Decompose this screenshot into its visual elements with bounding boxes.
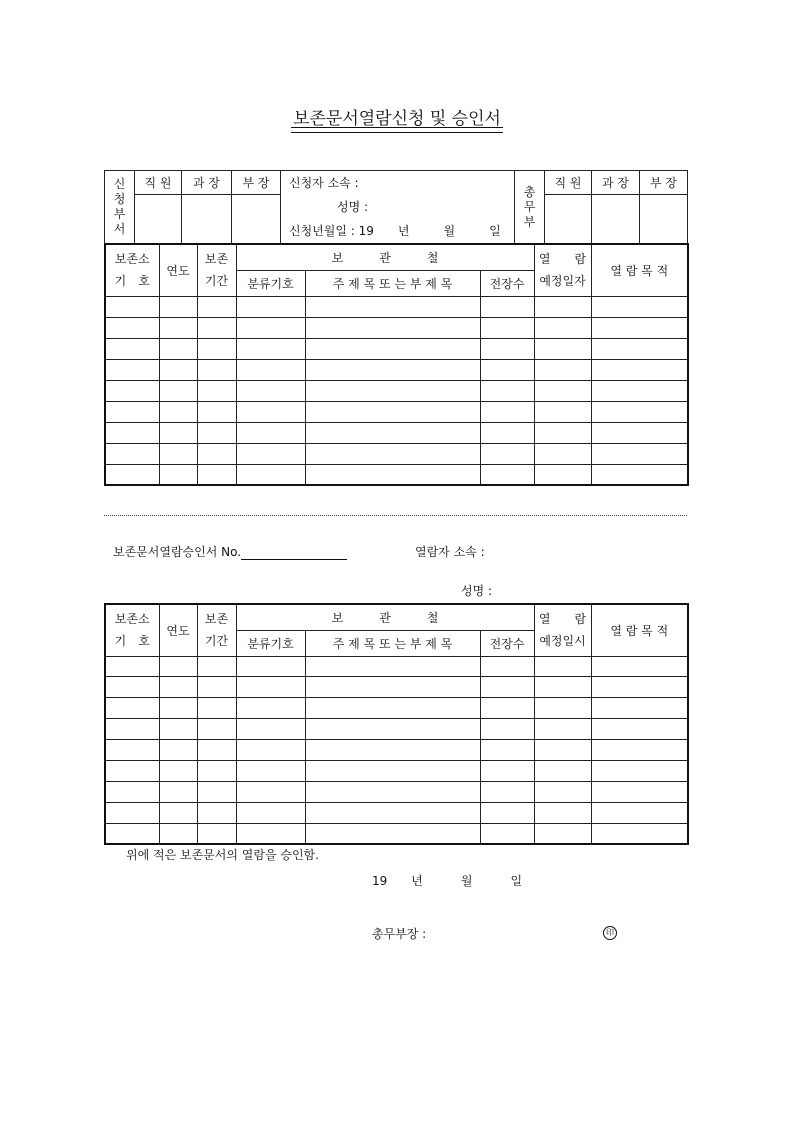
class-cell[interactable] bbox=[236, 317, 305, 338]
applicant-info bbox=[281, 171, 515, 244]
table-row bbox=[105, 380, 688, 401]
class-cell[interactable] bbox=[236, 719, 305, 740]
schedule-cell[interactable] bbox=[534, 401, 591, 422]
file-group-header: 보 관 철 bbox=[236, 244, 534, 270]
year-cell[interactable] bbox=[159, 781, 197, 802]
subject-cell[interactable] bbox=[305, 781, 480, 802]
year-header: 연도 bbox=[159, 244, 197, 296]
approval-date-year: 19 bbox=[372, 874, 388, 888]
class-header: 분류기호 bbox=[236, 270, 305, 296]
class-cell[interactable] bbox=[236, 698, 305, 719]
period-cell[interactable] bbox=[197, 760, 236, 781]
schedule-cell[interactable] bbox=[534, 760, 591, 781]
subject-cell[interactable] bbox=[305, 422, 480, 443]
purpose-cell[interactable] bbox=[591, 760, 688, 781]
class-header: 분류기호 bbox=[236, 630, 305, 656]
code-cell[interactable] bbox=[105, 359, 159, 380]
applicant-date-day: 일 bbox=[489, 224, 501, 238]
purpose-cell[interactable] bbox=[591, 401, 688, 422]
reader-affiliation-label: 열람자 소속 : bbox=[415, 545, 485, 559]
pages-cell[interactable] bbox=[480, 443, 534, 464]
subject-cell[interactable] bbox=[305, 802, 480, 823]
class-cell[interactable] bbox=[236, 296, 305, 317]
year-cell[interactable] bbox=[159, 422, 197, 443]
pages-header: 전장수 bbox=[480, 630, 534, 656]
purpose-cell[interactable] bbox=[591, 422, 688, 443]
approval-statement: 위에 적은 보존문서의 열람을 승인함. bbox=[126, 848, 319, 862]
period-cell[interactable] bbox=[197, 781, 236, 802]
year-cell[interactable] bbox=[159, 443, 197, 464]
schedule-cell[interactable] bbox=[534, 443, 591, 464]
ga-manager-sign[interactable] bbox=[592, 195, 640, 244]
signer-label: 총무부장 : bbox=[372, 927, 427, 941]
schedule-cell[interactable] bbox=[534, 719, 591, 740]
subject-cell[interactable] bbox=[305, 823, 480, 844]
purpose-cell[interactable] bbox=[591, 823, 688, 844]
applicant-manager-sign[interactable] bbox=[182, 195, 232, 244]
applicant-name-label: 성명 : bbox=[337, 200, 369, 214]
purpose-cell[interactable] bbox=[591, 698, 688, 719]
year-cell[interactable] bbox=[159, 740, 197, 761]
table-row bbox=[105, 317, 688, 338]
schedule-cell[interactable] bbox=[534, 677, 591, 698]
code-cell[interactable] bbox=[105, 823, 159, 844]
subject-header: 주 제 목 또 는 부 제 목 bbox=[305, 270, 480, 296]
subject-cell[interactable] bbox=[305, 338, 480, 359]
schedule-cell[interactable] bbox=[534, 802, 591, 823]
schedule-cell[interactable] bbox=[534, 781, 591, 802]
period-cell[interactable] bbox=[197, 422, 236, 443]
table-row bbox=[105, 296, 688, 317]
pages-cell[interactable] bbox=[480, 317, 534, 338]
subject-cell[interactable] bbox=[305, 740, 480, 761]
subject-cell[interactable] bbox=[305, 359, 480, 380]
applicant-date-month: 월 bbox=[443, 224, 456, 238]
period-cell[interactable] bbox=[197, 380, 236, 401]
subject-cell[interactable] bbox=[305, 719, 480, 740]
purpose-header: 열 람 목 적 bbox=[591, 244, 688, 296]
code-header: 보존소 기 호 bbox=[105, 244, 159, 296]
code-cell[interactable] bbox=[105, 656, 159, 677]
code-cell[interactable] bbox=[105, 338, 159, 359]
document-title bbox=[0, 104, 794, 129]
table-row bbox=[105, 677, 688, 698]
subject-cell[interactable] bbox=[305, 401, 480, 422]
applicant-date-label: 신청년월일 : 19 bbox=[289, 224, 374, 238]
applicant-staff-sign[interactable] bbox=[135, 195, 182, 244]
table-row bbox=[105, 719, 688, 740]
class-cell[interactable] bbox=[236, 823, 305, 844]
approval-table bbox=[104, 603, 689, 845]
period-cell[interactable] bbox=[197, 698, 236, 719]
approval-number-field[interactable] bbox=[241, 546, 347, 560]
code-cell[interactable] bbox=[105, 802, 159, 823]
schedule-cell[interactable] bbox=[534, 740, 591, 761]
pages-cell[interactable] bbox=[480, 422, 534, 443]
subject-cell[interactable] bbox=[305, 698, 480, 719]
applicant-manager-header: 과 장 bbox=[182, 171, 232, 195]
code-header: 보존소 기 호 bbox=[105, 604, 159, 656]
class-cell[interactable] bbox=[236, 443, 305, 464]
applicant-affiliation-label: 신청자 소속 : bbox=[289, 176, 359, 190]
general-affairs-label: 총 무 부 bbox=[515, 171, 545, 244]
pages-cell[interactable] bbox=[480, 760, 534, 781]
class-cell[interactable] bbox=[236, 338, 305, 359]
class-cell[interactable] bbox=[236, 380, 305, 401]
approval-doc-line bbox=[113, 543, 347, 560]
table-row bbox=[105, 740, 688, 761]
table-row bbox=[105, 359, 688, 380]
period-cell[interactable] bbox=[197, 740, 236, 761]
code-cell[interactable] bbox=[105, 317, 159, 338]
applicant-dept-label: 신 청 부 서 bbox=[105, 171, 135, 244]
year-cell[interactable] bbox=[159, 802, 197, 823]
subject-cell[interactable] bbox=[305, 464, 480, 485]
table-row bbox=[105, 781, 688, 802]
year-cell[interactable] bbox=[159, 464, 197, 485]
applicant-director-header: 부 장 bbox=[232, 171, 281, 195]
purpose-cell[interactable] bbox=[591, 740, 688, 761]
period-cell[interactable] bbox=[197, 359, 236, 380]
period-cell[interactable] bbox=[197, 317, 236, 338]
period-cell[interactable] bbox=[197, 823, 236, 844]
code-cell[interactable] bbox=[105, 719, 159, 740]
pages-cell[interactable] bbox=[480, 823, 534, 844]
table-row bbox=[105, 422, 688, 443]
subject-cell[interactable] bbox=[305, 656, 480, 677]
pages-cell[interactable] bbox=[480, 656, 534, 677]
schedule-header: 열 람 예정일시 bbox=[534, 604, 591, 656]
code-cell[interactable] bbox=[105, 760, 159, 781]
approval-date-line bbox=[372, 872, 522, 889]
purpose-cell[interactable] bbox=[591, 464, 688, 485]
purpose-cell[interactable] bbox=[591, 802, 688, 823]
code-cell[interactable] bbox=[105, 380, 159, 401]
reader-name-label: 성명 : bbox=[461, 584, 493, 598]
class-cell[interactable] bbox=[236, 422, 305, 443]
year-cell[interactable] bbox=[159, 823, 197, 844]
period-cell[interactable] bbox=[197, 464, 236, 485]
subject-cell[interactable] bbox=[305, 380, 480, 401]
schedule-cell[interactable] bbox=[534, 317, 591, 338]
pages-cell[interactable] bbox=[480, 401, 534, 422]
period-header: 보존 기간 bbox=[197, 244, 236, 296]
table-row bbox=[105, 464, 688, 485]
table-row bbox=[105, 338, 688, 359]
applicant-director-sign[interactable] bbox=[232, 195, 281, 244]
ga-director-header: 부 장 bbox=[640, 171, 688, 195]
pages-cell[interactable] bbox=[480, 464, 534, 485]
table-row bbox=[105, 656, 688, 677]
ga-staff-sign[interactable] bbox=[545, 195, 592, 244]
year-cell[interactable] bbox=[159, 380, 197, 401]
period-cell[interactable] bbox=[197, 401, 236, 422]
ga-director-sign[interactable] bbox=[640, 195, 688, 244]
pages-cell[interactable] bbox=[480, 698, 534, 719]
year-cell[interactable] bbox=[159, 296, 197, 317]
period-cell[interactable] bbox=[197, 443, 236, 464]
pages-cell[interactable] bbox=[480, 740, 534, 761]
file-group-header: 보 관 철 bbox=[236, 604, 534, 630]
class-cell[interactable] bbox=[236, 760, 305, 781]
schedule-cell[interactable] bbox=[534, 464, 591, 485]
year-cell[interactable] bbox=[159, 359, 197, 380]
purpose-cell[interactable] bbox=[591, 677, 688, 698]
purpose-cell[interactable] bbox=[591, 359, 688, 380]
year-cell[interactable] bbox=[159, 317, 197, 338]
request-table bbox=[104, 243, 689, 486]
pages-cell[interactable] bbox=[480, 781, 534, 802]
class-cell[interactable] bbox=[236, 656, 305, 677]
code-cell[interactable] bbox=[105, 464, 159, 485]
applicant-staff-header: 직 원 bbox=[135, 171, 182, 195]
applicant-date-line bbox=[289, 219, 514, 243]
purpose-cell[interactable] bbox=[591, 781, 688, 802]
ga-manager-header: 과 장 bbox=[592, 171, 640, 195]
approval-date-m: 월 bbox=[460, 874, 473, 888]
schedule-cell[interactable] bbox=[534, 698, 591, 719]
purpose-cell[interactable] bbox=[591, 443, 688, 464]
year-cell[interactable] bbox=[159, 338, 197, 359]
table-row bbox=[105, 443, 688, 464]
subject-header: 주 제 목 또 는 부 제 목 bbox=[305, 630, 480, 656]
class-cell[interactable] bbox=[236, 464, 305, 485]
class-cell[interactable] bbox=[236, 359, 305, 380]
year-cell[interactable] bbox=[159, 760, 197, 781]
class-cell[interactable] bbox=[236, 401, 305, 422]
subject-cell[interactable] bbox=[305, 760, 480, 781]
purpose-cell[interactable] bbox=[591, 656, 688, 677]
table-row bbox=[105, 760, 688, 781]
purpose-cell[interactable] bbox=[591, 380, 688, 401]
code-cell[interactable] bbox=[105, 698, 159, 719]
pages-cell[interactable] bbox=[480, 338, 534, 359]
purpose-cell[interactable] bbox=[591, 317, 688, 338]
approval-date-d: 일 bbox=[510, 874, 523, 888]
pages-cell[interactable] bbox=[480, 802, 534, 823]
table-row bbox=[105, 698, 688, 719]
period-cell[interactable] bbox=[197, 656, 236, 677]
class-cell[interactable] bbox=[236, 677, 305, 698]
purpose-header: 열 람 목 적 bbox=[591, 604, 688, 656]
approval-doc-label: 보존문서열람승인서 No. bbox=[113, 545, 242, 559]
code-cell[interactable] bbox=[105, 422, 159, 443]
period-cell[interactable] bbox=[197, 338, 236, 359]
year-cell[interactable] bbox=[159, 719, 197, 740]
schedule-cell[interactable] bbox=[534, 338, 591, 359]
period-header: 보존 기간 bbox=[197, 604, 236, 656]
subject-cell[interactable] bbox=[305, 296, 480, 317]
period-cell[interactable] bbox=[197, 719, 236, 740]
year-cell[interactable] bbox=[159, 401, 197, 422]
year-header: 연도 bbox=[159, 604, 197, 656]
pages-cell[interactable] bbox=[480, 380, 534, 401]
document-title-text: 보존문서열람신청 및 승인서 bbox=[291, 104, 503, 129]
schedule-cell[interactable] bbox=[534, 359, 591, 380]
class-cell[interactable] bbox=[236, 802, 305, 823]
pages-cell[interactable] bbox=[480, 719, 534, 740]
class-cell[interactable] bbox=[236, 740, 305, 761]
seal-icon: 印 bbox=[603, 926, 617, 940]
code-cell[interactable] bbox=[105, 401, 159, 422]
ga-staff-header: 직 원 bbox=[545, 171, 592, 195]
purpose-cell[interactable] bbox=[591, 338, 688, 359]
pages-cell[interactable] bbox=[480, 677, 534, 698]
subject-cell[interactable] bbox=[305, 443, 480, 464]
pages-cell[interactable] bbox=[480, 296, 534, 317]
schedule-cell[interactable] bbox=[534, 823, 591, 844]
purpose-cell[interactable] bbox=[591, 296, 688, 317]
table-row bbox=[105, 401, 688, 422]
year-cell[interactable] bbox=[159, 677, 197, 698]
table-row bbox=[105, 802, 688, 823]
period-cell[interactable] bbox=[197, 802, 236, 823]
code-cell[interactable] bbox=[105, 443, 159, 464]
subject-cell[interactable] bbox=[305, 317, 480, 338]
schedule-cell[interactable] bbox=[534, 380, 591, 401]
schedule-cell[interactable] bbox=[534, 422, 591, 443]
code-cell[interactable] bbox=[105, 781, 159, 802]
cut-line bbox=[104, 515, 687, 516]
period-cell[interactable] bbox=[197, 296, 236, 317]
code-cell[interactable] bbox=[105, 677, 159, 698]
period-cell[interactable] bbox=[197, 677, 236, 698]
approval-header bbox=[104, 170, 688, 244]
class-cell[interactable] bbox=[236, 781, 305, 802]
table-row bbox=[105, 823, 688, 844]
pages-cell[interactable] bbox=[480, 359, 534, 380]
applicant-date-year: 년 bbox=[397, 224, 410, 238]
subject-cell[interactable] bbox=[305, 677, 480, 698]
code-cell[interactable] bbox=[105, 740, 159, 761]
year-cell[interactable] bbox=[159, 698, 197, 719]
approval-date-y: 년 bbox=[411, 874, 423, 888]
purpose-cell[interactable] bbox=[591, 719, 688, 740]
year-cell[interactable] bbox=[159, 656, 197, 677]
schedule-header: 열 람 예정일자 bbox=[534, 244, 591, 296]
code-cell[interactable] bbox=[105, 296, 159, 317]
schedule-cell[interactable] bbox=[534, 656, 591, 677]
schedule-cell[interactable] bbox=[534, 296, 591, 317]
pages-header: 전장수 bbox=[480, 270, 534, 296]
